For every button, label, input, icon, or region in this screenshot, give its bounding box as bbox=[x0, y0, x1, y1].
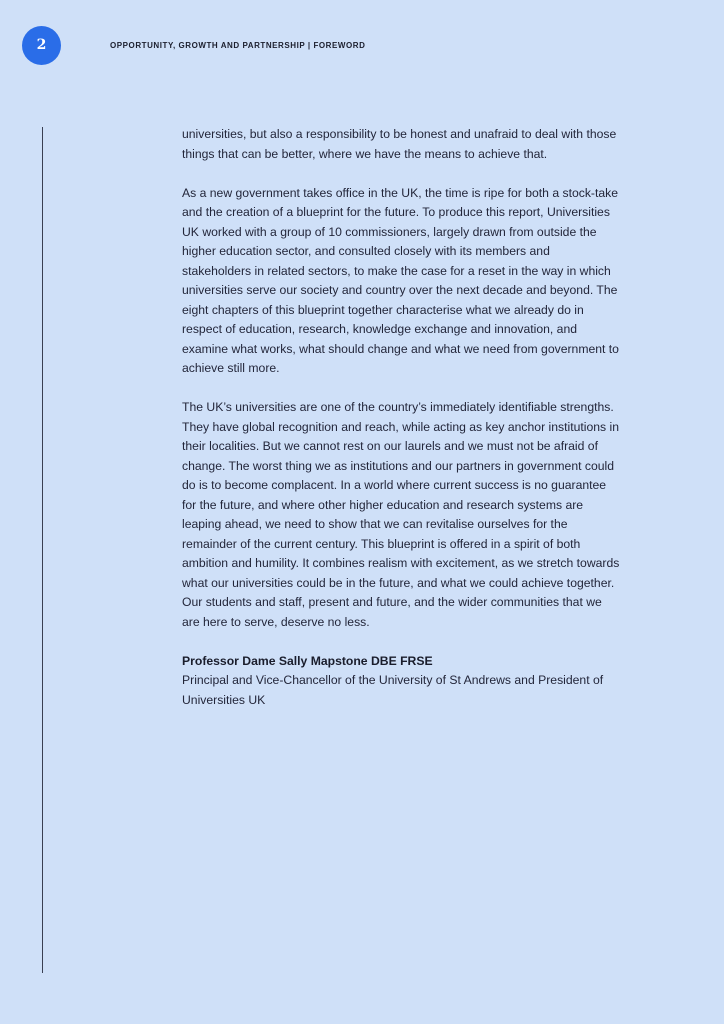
margin-rule bbox=[42, 127, 43, 973]
signatory-name: Professor Dame Sally Mapstone DBE FRSE bbox=[182, 653, 433, 668]
running-header: OPPORTUNITY, GROWTH AND PARTNERSHIP | FOREWORD bbox=[110, 41, 366, 50]
signature-block bbox=[182, 652, 622, 711]
paragraph-2: As a new government takes office in the UK, the time is ripe for both a stock-take and the creation of a blueprint for the future. To produce this report, Universities UK worked with a group of 10 commissioners, largely drawn from outside the higher education sector, and consulted closely with its members and stakeholders in related sectors, to make the case for a reset in the way in which universities serve our society and country over the next decade and beyond. The eight chapters of this blueprint together characterise what we already do in respect of education, research, knowledge exchange and innovation, and examine what works, what should change and what we need from government to achieve still more. bbox=[182, 185, 619, 375]
paragraph-1: universities, but also a responsibility to be honest and unafraid to deal with those things that can be better, where we have the means to achieve that. bbox=[182, 127, 617, 161]
foreword-body bbox=[182, 125, 622, 710]
paragraph-3: The UK’s universities are one of the country’s immediately identifiable strengths. They have global recognition and reach, while acting as key anchor institutions in their localities. But we cannot rest on our laurels and we must not be afraid of change. The worst thing we as institutions and our partners in government could do is to become complacent. In a world where current success is no guarantee for the future, and where other higher education and research systems are leaping ahead, we need to show that we can revitalise ourselves for the remainder of the current century. This blueprint is offered in a spirit of both ambition and humility. It combines realism with excitement, as we stretch towards what our universities could be in the future, and what we could achieve together. Our students and staff, present and future, and the wider communities that we are here to serve, deserve no less. bbox=[182, 400, 620, 629]
page-number-badge: 2 bbox=[22, 26, 61, 65]
signatory-role: Principal and Vice-Chancellor of the University of St Andrews and President of Universities UK bbox=[182, 673, 604, 707]
